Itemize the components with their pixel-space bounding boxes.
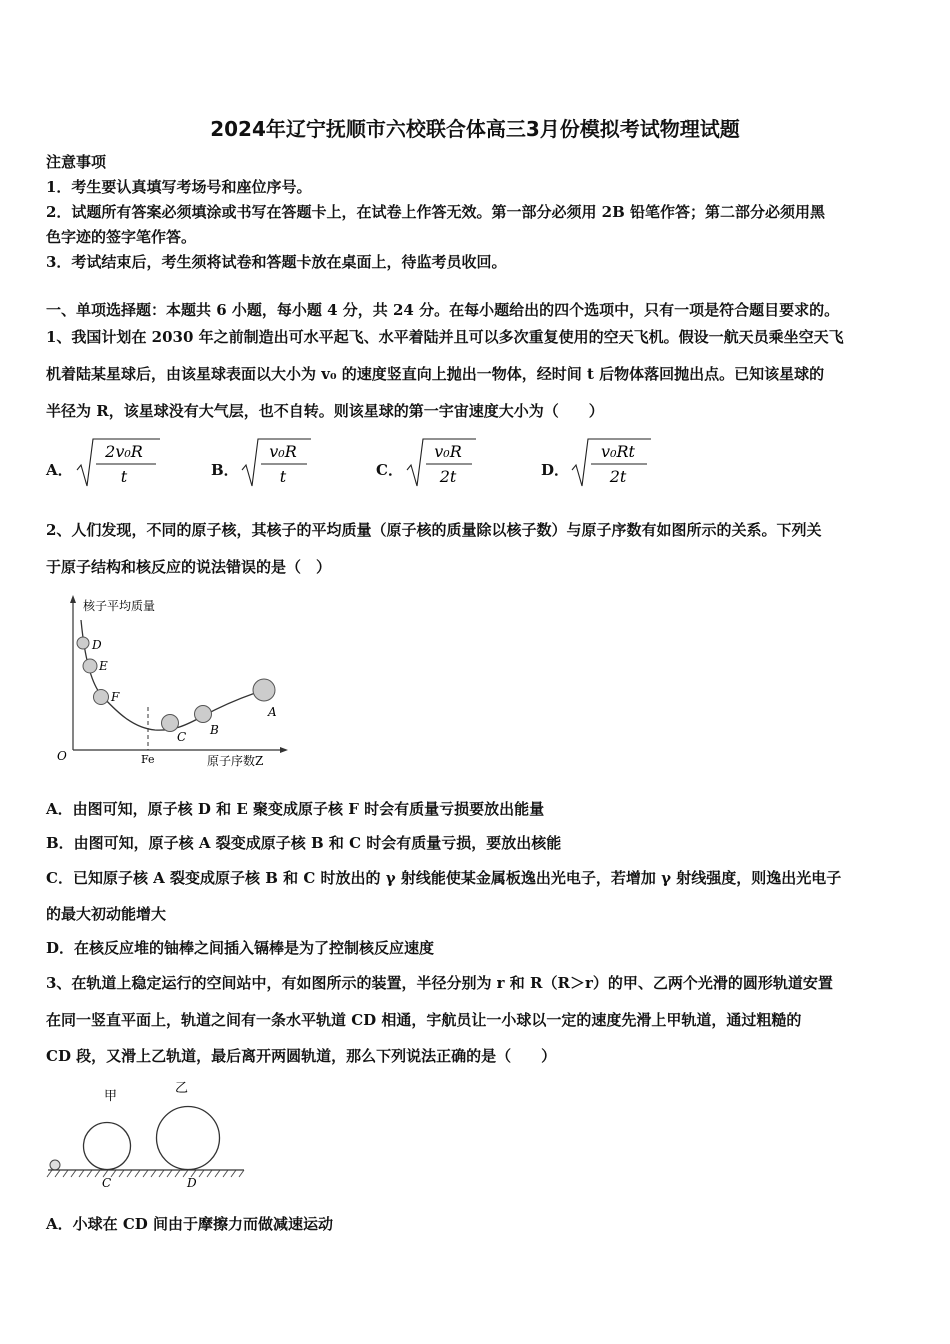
sqrt-fraction-icon bbox=[72, 436, 172, 488]
option-denominator: 2t bbox=[439, 467, 457, 486]
q3-text: 在同一竖直平面上，轨道之间有一条水平轨道 CD 相通，宇航员让一小球以一定的速度先滑上甲轨道，通过粗糙的 bbox=[46, 1011, 802, 1029]
q2-text: 于原子结构和核反应的说法错误的是（ ） bbox=[46, 558, 332, 576]
q2-option-c-cont: 的最大初动能增大 bbox=[46, 905, 167, 923]
point-label-c: C bbox=[177, 730, 187, 744]
option-numerator: v₀R bbox=[269, 442, 297, 461]
q1-text: 1、我国计划在 2030 年之前制造出可水平起飞、水平着陆并且可以多次重复使用的空天飞机。假设一航天员乘坐空天飞 bbox=[46, 328, 844, 346]
page-title: 2024年辽宁抚顺市六校联合体高三3月份模拟考试物理试题 bbox=[210, 117, 740, 141]
option-numerator: v₀R bbox=[434, 442, 462, 461]
option-label: C． bbox=[376, 461, 403, 479]
sqrt-fraction-icon bbox=[567, 436, 667, 488]
average-mass-curve bbox=[81, 620, 267, 730]
point-label-d: D bbox=[92, 638, 102, 652]
origin-label: O bbox=[57, 749, 67, 763]
q3-text: CD 段，又滑上乙轨道，最后离开两圆轨道，那么下列说法正确的是（ ） bbox=[46, 1047, 557, 1065]
x-axis-arrow-icon bbox=[280, 747, 288, 753]
nucleus-point-c bbox=[162, 715, 179, 732]
nucleus-point-b bbox=[195, 706, 212, 723]
sqrt-fraction-icon bbox=[402, 436, 502, 488]
q2-option-d[interactable]: D．在核反应堆的铀棒之间插入镉棒是为了控制核反应速度 bbox=[46, 939, 435, 957]
notice-item: 2．试题所有答案必须填涂或书写在答题卡上，在试卷上作答无效。第一部分必须用 2B 铅笔作答；第二部分必须用黑 bbox=[46, 203, 826, 221]
point-label-a: A bbox=[268, 705, 277, 719]
section-heading: 一、单项选择题：本题共 6 小题，每小题 4 分，共 24 分。在每小题给出的四个选项中，只有一项是符合题目要求的。 bbox=[46, 301, 840, 319]
track-label-jia: 甲 bbox=[104, 1089, 118, 1104]
q2-option-a[interactable]: A．由图可知，原子核 D 和 E 聚变成原子核 F 时会有质量亏损要放出能量 bbox=[46, 800, 545, 818]
nucleus-point-a bbox=[253, 679, 275, 701]
nucleus-point-e bbox=[83, 659, 97, 673]
q1-text: 机着陆某星球后，由该星球表面以大小为 v₀ 的速度竖直向上抛出一物体，经时间 t 后物体落回抛出点。已知该星球的 bbox=[46, 365, 825, 383]
notice-item: 色字迹的签字笔作答。 bbox=[46, 228, 197, 246]
y-axis-label: 核子平均质量 bbox=[83, 599, 156, 613]
ground-hatching bbox=[47, 1170, 244, 1177]
option-denominator: t bbox=[120, 467, 128, 486]
point-label-f: F bbox=[111, 690, 120, 704]
point-label-c: C bbox=[102, 1176, 112, 1190]
circular-tracks-figure bbox=[44, 1076, 254, 1194]
option-label: D． bbox=[541, 461, 570, 479]
y-axis-arrow-icon bbox=[70, 595, 76, 603]
q2-text: 2、人们发现，不同的原子核，其核子的平均质量（原子核的质量除以核子数）与原子序数有如图所示的关系。下列关 bbox=[46, 521, 822, 539]
option-denominator: t bbox=[279, 467, 287, 486]
nucleus-point-f bbox=[94, 690, 109, 705]
nucleus-point-d bbox=[77, 637, 89, 649]
binding-energy-figure bbox=[55, 592, 295, 777]
option-label: B． bbox=[211, 461, 239, 479]
notice-item: 1．考生要认真填写考场号和座位序号。 bbox=[46, 178, 312, 196]
q3-text: 3、在轨道上稳定运行的空间站中，有如图所示的装置，半径分别为 r 和 R（R＞r）的甲、乙两个光滑的圆形轨道安置 bbox=[46, 974, 833, 992]
point-label-e: E bbox=[99, 659, 108, 673]
q3-option-a[interactable]: A．小球在 CD 间由于摩擦力而做减速运动 bbox=[46, 1215, 334, 1233]
option-label: A． bbox=[46, 461, 73, 479]
q2-option-b[interactable]: B．由图可知，原子核 A 裂变成原子核 B 和 C 时会有质量亏损，要放出核能 bbox=[46, 834, 562, 852]
option-denominator: 2t bbox=[609, 467, 627, 486]
x-axis-label: 原子序数Z bbox=[207, 754, 264, 768]
q1-text: 半径为 R，该星球没有大气层，也不自转。则该星球的第一宇宙速度大小为（ ） bbox=[46, 402, 604, 420]
notice-item: 3．考试结束后，考生须将试卷和答题卡放在桌面上，待监考员收回。 bbox=[46, 253, 507, 271]
sqrt-fraction-icon bbox=[237, 436, 337, 488]
track-label-yi: 乙 bbox=[175, 1081, 189, 1096]
fe-label: Fe bbox=[141, 753, 155, 766]
notice-heading: 注意事项 bbox=[46, 153, 107, 171]
option-numerator: v₀Rt bbox=[601, 442, 635, 461]
large-circular-track bbox=[157, 1107, 220, 1170]
point-label-b: B bbox=[210, 723, 219, 737]
ball-icon bbox=[50, 1160, 60, 1170]
option-numerator: 2v₀R bbox=[105, 442, 143, 461]
q2-option-c[interactable]: C．已知原子核 A 裂变成原子核 B 和 C 时放出的 γ 射线能使某金属板逸出光电子，若增加 γ 射线强度，则逸出光电子 bbox=[46, 869, 842, 887]
small-circular-track bbox=[84, 1123, 131, 1170]
point-label-d: D bbox=[187, 1176, 197, 1190]
